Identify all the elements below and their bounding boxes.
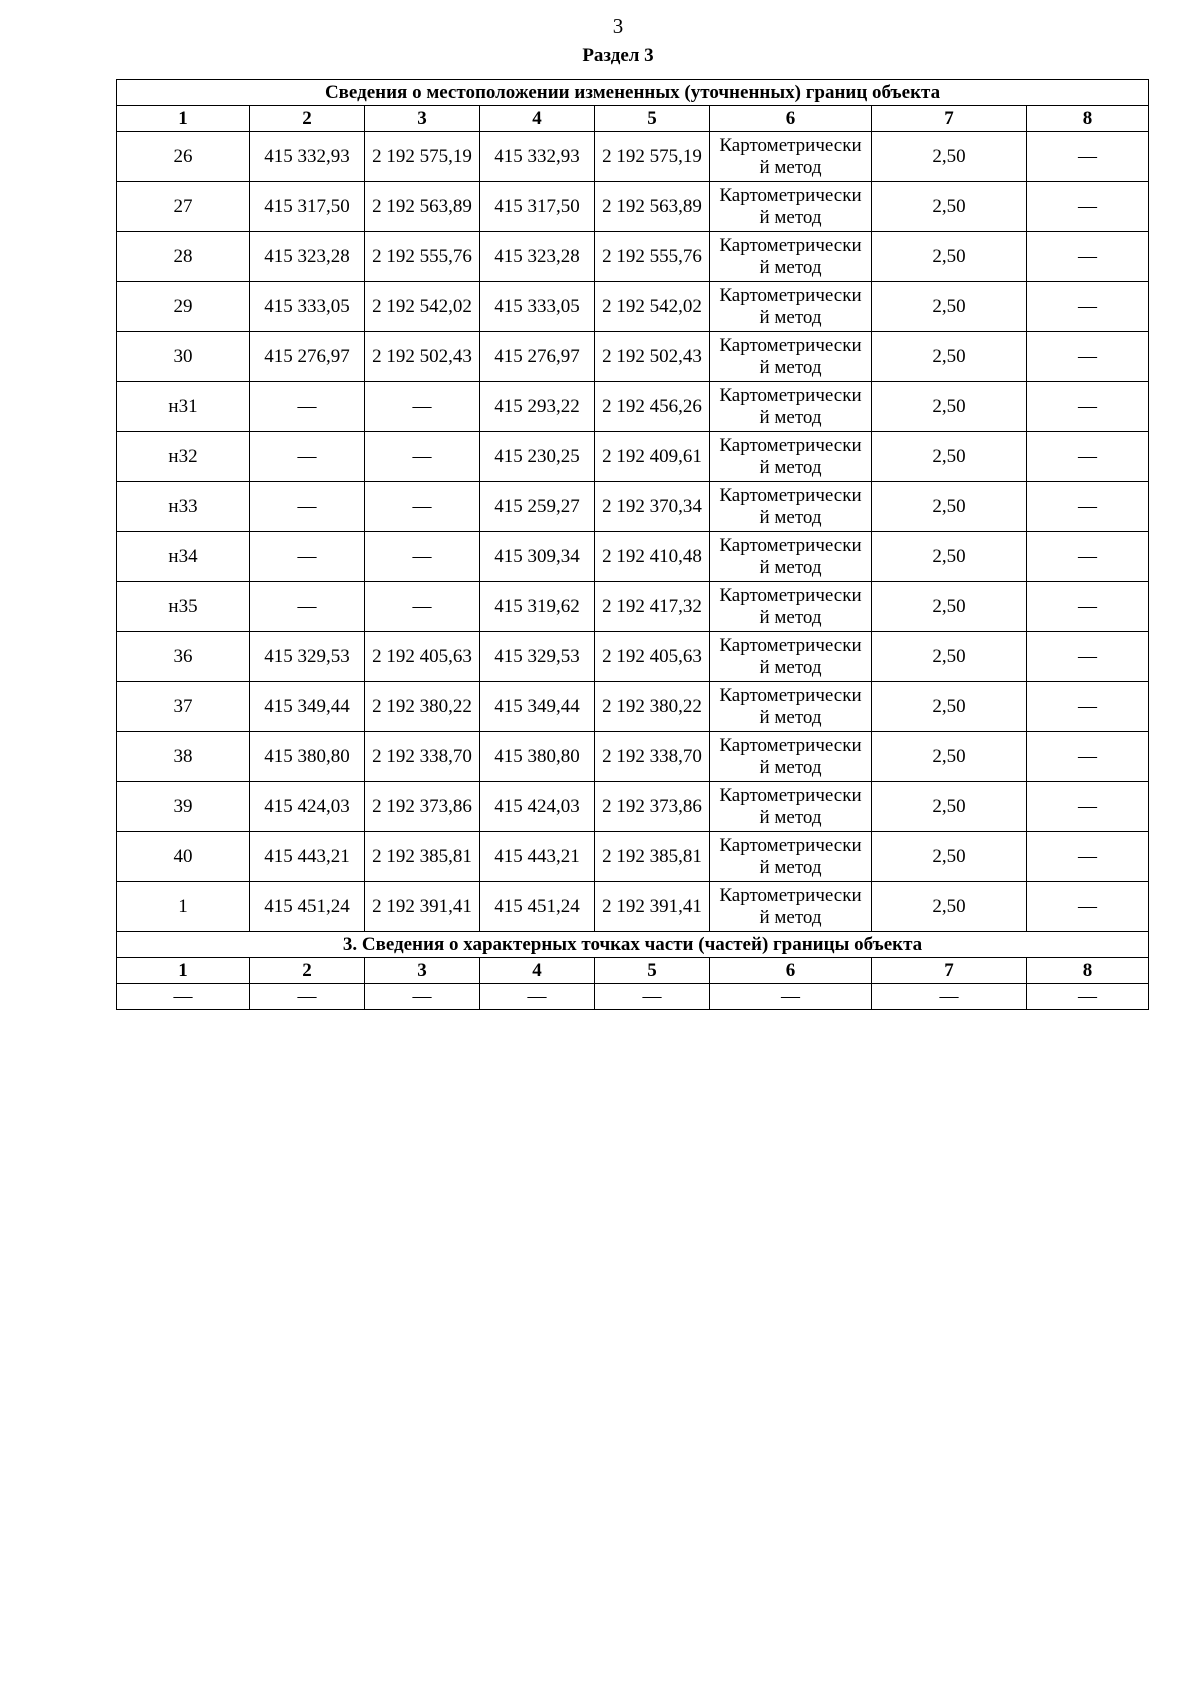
table-row: [117, 432, 1149, 482]
point-number-cell: 39: [117, 782, 250, 832]
method-cell: [710, 632, 872, 682]
accuracy-cell: 2,50: [872, 332, 1027, 382]
column-number: 4: [480, 106, 595, 132]
method-line: Картометрически: [719, 584, 862, 606]
method-cell: [710, 432, 872, 482]
method-line: й метод: [759, 656, 822, 678]
x-old-cell: —: [250, 582, 365, 632]
x-new-cell: 415 332,93: [480, 132, 595, 182]
y-new-cell: 2 192 410,48: [595, 532, 710, 582]
y-old-cell: —: [365, 582, 480, 632]
point-number-cell: 28: [117, 232, 250, 282]
table-row: [117, 532, 1149, 582]
table-row: [117, 582, 1149, 632]
method-cell: [710, 682, 872, 732]
accuracy-cell: 2,50: [872, 282, 1027, 332]
method-line: й метод: [759, 256, 822, 278]
note-cell: —: [1027, 882, 1149, 932]
note-cell: —: [1027, 532, 1149, 582]
x-new-cell: 415 319,62: [480, 582, 595, 632]
method-line: й метод: [759, 806, 822, 828]
note-cell: —: [1027, 832, 1149, 882]
boundary-points-table: [116, 79, 1149, 1010]
y-new-cell: 2 192 338,70: [595, 732, 710, 782]
y-old-cell: 2 192 542,02: [365, 282, 480, 332]
y-new-cell: 2 192 456,26: [595, 382, 710, 432]
method-cell: [710, 782, 872, 832]
table-row: [117, 632, 1149, 682]
method-line: Картометрически: [719, 384, 862, 406]
method-line: Картометрически: [719, 634, 862, 656]
y-old-cell: —: [365, 382, 480, 432]
y-old-cell: 2 192 391,41: [365, 882, 480, 932]
method-cell: [710, 532, 872, 582]
table-title: Сведения о местоположении измененных (уточненных) границ объекта: [117, 80, 1149, 106]
accuracy-cell: 2,50: [872, 532, 1027, 582]
parts-cell: —: [872, 984, 1027, 1010]
accuracy-cell: 2,50: [872, 182, 1027, 232]
x-old-cell: 415 323,28: [250, 232, 365, 282]
point-number-cell: 37: [117, 682, 250, 732]
method-line: й метод: [759, 156, 822, 178]
accuracy-cell: 2,50: [872, 682, 1027, 732]
point-number-cell: 40: [117, 832, 250, 882]
note-cell: —: [1027, 682, 1149, 732]
parts-title: 3. Сведения о характерных точках части (частей) границы объекта: [117, 932, 1149, 958]
y-new-cell: 2 192 563,89: [595, 182, 710, 232]
point-number-cell: н35: [117, 582, 250, 632]
y-new-cell: 2 192 373,86: [595, 782, 710, 832]
method-line: Картометрически: [719, 784, 862, 806]
method-line: й метод: [759, 706, 822, 728]
y-old-cell: 2 192 563,89: [365, 182, 480, 232]
accuracy-cell: 2,50: [872, 732, 1027, 782]
table-row: [117, 732, 1149, 782]
x-new-cell: 415 276,97: [480, 332, 595, 382]
x-new-cell: 415 230,25: [480, 432, 595, 482]
method-cell: [710, 282, 872, 332]
page-number: 3: [612, 14, 624, 38]
x-new-cell: 415 293,22: [480, 382, 595, 432]
point-number-cell: 30: [117, 332, 250, 382]
x-old-cell: 415 380,80: [250, 732, 365, 782]
x-new-cell: 415 349,44: [480, 682, 595, 732]
table-row: [117, 832, 1149, 882]
parts-cell: —: [117, 984, 250, 1010]
section-title: Раздел 3: [582, 45, 654, 66]
method-cell: [710, 332, 872, 382]
method-cell: [710, 582, 872, 632]
note-cell: —: [1027, 182, 1149, 232]
method-line: й метод: [759, 556, 822, 578]
x-old-cell: —: [250, 482, 365, 532]
point-number-cell: 36: [117, 632, 250, 682]
table-row: [117, 782, 1149, 832]
table-row: [117, 332, 1149, 382]
accuracy-cell: 2,50: [872, 882, 1027, 932]
method-cell: [710, 832, 872, 882]
note-cell: —: [1027, 632, 1149, 682]
column-number: 7: [872, 958, 1027, 984]
table-row: [117, 232, 1149, 282]
column-number: 3: [365, 958, 480, 984]
method-line: Картометрически: [719, 234, 862, 256]
accuracy-cell: 2,50: [872, 132, 1027, 182]
y-old-cell: 2 192 385,81: [365, 832, 480, 882]
x-new-cell: 415 380,80: [480, 732, 595, 782]
y-old-cell: —: [365, 482, 480, 532]
accuracy-cell: 2,50: [872, 482, 1027, 532]
method-cell: [710, 732, 872, 782]
parts-title-row: [117, 932, 1149, 958]
y-old-cell: 2 192 575,19: [365, 132, 480, 182]
method-line: Картометрически: [719, 534, 862, 556]
accuracy-cell: 2,50: [872, 832, 1027, 882]
method-line: Картометрически: [719, 284, 862, 306]
column-number: 2: [250, 958, 365, 984]
table-row: [117, 482, 1149, 532]
note-cell: —: [1027, 232, 1149, 282]
y-old-cell: 2 192 405,63: [365, 632, 480, 682]
column-number: 2: [250, 106, 365, 132]
method-cell: [710, 882, 872, 932]
y-new-cell: 2 192 380,22: [595, 682, 710, 732]
x-new-cell: 415 323,28: [480, 232, 595, 282]
table-title-row: [117, 80, 1149, 106]
method-line: Картометрически: [719, 734, 862, 756]
method-line: Картометрически: [719, 434, 862, 456]
accuracy-cell: 2,50: [872, 432, 1027, 482]
method-line: Картометрически: [719, 884, 862, 906]
method-line: Картометрически: [719, 134, 862, 156]
point-number-cell: н31: [117, 382, 250, 432]
method-cell: [710, 382, 872, 432]
note-cell: —: [1027, 732, 1149, 782]
method-line: Картометрически: [719, 484, 862, 506]
column-number: 3: [365, 106, 480, 132]
x-old-cell: —: [250, 432, 365, 482]
note-cell: —: [1027, 482, 1149, 532]
parts-cell: —: [1027, 984, 1149, 1010]
y-new-cell: 2 192 502,43: [595, 332, 710, 382]
x-old-cell: 415 349,44: [250, 682, 365, 732]
x-old-cell: 415 451,24: [250, 882, 365, 932]
accuracy-cell: 2,50: [872, 582, 1027, 632]
note-cell: —: [1027, 382, 1149, 432]
y-old-cell: —: [365, 432, 480, 482]
table-row: [117, 132, 1149, 182]
parts-cell: —: [595, 984, 710, 1010]
table-row: [117, 382, 1149, 432]
column-number: 5: [595, 106, 710, 132]
y-old-cell: 2 192 380,22: [365, 682, 480, 732]
note-cell: —: [1027, 332, 1149, 382]
method-cell: [710, 182, 872, 232]
x-new-cell: 415 309,34: [480, 532, 595, 582]
note-cell: —: [1027, 282, 1149, 332]
accuracy-cell: 2,50: [872, 782, 1027, 832]
column-number: 7: [872, 106, 1027, 132]
y-old-cell: 2 192 338,70: [365, 732, 480, 782]
accuracy-cell: 2,50: [872, 382, 1027, 432]
parts-cell: —: [480, 984, 595, 1010]
column-number: 5: [595, 958, 710, 984]
y-new-cell: 2 192 391,41: [595, 882, 710, 932]
y-new-cell: 2 192 385,81: [595, 832, 710, 882]
method-line: й метод: [759, 756, 822, 778]
y-new-cell: 2 192 542,02: [595, 282, 710, 332]
column-number: 1: [117, 958, 250, 984]
y-new-cell: 2 192 405,63: [595, 632, 710, 682]
point-number-cell: н34: [117, 532, 250, 582]
y-new-cell: 2 192 409,61: [595, 432, 710, 482]
parts-cell: —: [365, 984, 480, 1010]
table-row: [117, 282, 1149, 332]
column-number-row: [117, 106, 1149, 132]
method-line: й метод: [759, 506, 822, 528]
y-new-cell: 2 192 370,34: [595, 482, 710, 532]
point-number-cell: 38: [117, 732, 250, 782]
column-number: 6: [710, 958, 872, 984]
y-new-cell: 2 192 555,76: [595, 232, 710, 282]
x-old-cell: —: [250, 532, 365, 582]
y-old-cell: 2 192 555,76: [365, 232, 480, 282]
point-number-cell: н33: [117, 482, 250, 532]
parts-column-number-row: [117, 958, 1149, 984]
x-old-cell: —: [250, 382, 365, 432]
method-cell: [710, 232, 872, 282]
x-new-cell: 415 333,05: [480, 282, 595, 332]
table-row: [117, 882, 1149, 932]
method-line: Картометрически: [719, 334, 862, 356]
note-cell: —: [1027, 432, 1149, 482]
method-line: Картометрически: [719, 834, 862, 856]
note-cell: —: [1027, 132, 1149, 182]
method-line: Картометрически: [719, 184, 862, 206]
y-old-cell: 2 192 373,86: [365, 782, 480, 832]
point-number-cell: 26: [117, 132, 250, 182]
point-number-cell: н32: [117, 432, 250, 482]
method-line: й метод: [759, 906, 822, 928]
accuracy-cell: 2,50: [872, 232, 1027, 282]
method-line: й метод: [759, 306, 822, 328]
method-line: й метод: [759, 356, 822, 378]
y-old-cell: 2 192 502,43: [365, 332, 480, 382]
table-row: [117, 682, 1149, 732]
x-new-cell: 415 451,24: [480, 882, 595, 932]
parts-empty-row: [117, 984, 1149, 1010]
x-new-cell: 415 259,27: [480, 482, 595, 532]
note-cell: —: [1027, 782, 1149, 832]
point-number-cell: 1: [117, 882, 250, 932]
method-line: Картометрически: [719, 684, 862, 706]
column-number: 8: [1027, 106, 1149, 132]
point-number-cell: 27: [117, 182, 250, 232]
y-new-cell: 2 192 417,32: [595, 582, 710, 632]
x-old-cell: 415 333,05: [250, 282, 365, 332]
parts-cell: —: [710, 984, 872, 1010]
table-row: [117, 182, 1149, 232]
method-line: й метод: [759, 606, 822, 628]
column-number: 8: [1027, 958, 1149, 984]
method-cell: [710, 132, 872, 182]
note-cell: —: [1027, 582, 1149, 632]
y-old-cell: —: [365, 532, 480, 582]
column-number: 4: [480, 958, 595, 984]
accuracy-cell: 2,50: [872, 632, 1027, 682]
x-new-cell: 415 317,50: [480, 182, 595, 232]
x-old-cell: 415 329,53: [250, 632, 365, 682]
parts-cell: —: [250, 984, 365, 1010]
point-number-cell: 29: [117, 282, 250, 332]
method-line: й метод: [759, 456, 822, 478]
x-old-cell: 415 276,97: [250, 332, 365, 382]
x-old-cell: 415 317,50: [250, 182, 365, 232]
method-line: й метод: [759, 206, 822, 228]
method-cell: [710, 482, 872, 532]
x-old-cell: 415 332,93: [250, 132, 365, 182]
x-old-cell: 415 443,21: [250, 832, 365, 882]
column-number: 1: [117, 106, 250, 132]
column-number: 6: [710, 106, 872, 132]
x-new-cell: 415 329,53: [480, 632, 595, 682]
x-new-cell: 415 424,03: [480, 782, 595, 832]
method-line: й метод: [759, 856, 822, 878]
y-new-cell: 2 192 575,19: [595, 132, 710, 182]
method-line: й метод: [759, 406, 822, 428]
x-new-cell: 415 443,21: [480, 832, 595, 882]
x-old-cell: 415 424,03: [250, 782, 365, 832]
